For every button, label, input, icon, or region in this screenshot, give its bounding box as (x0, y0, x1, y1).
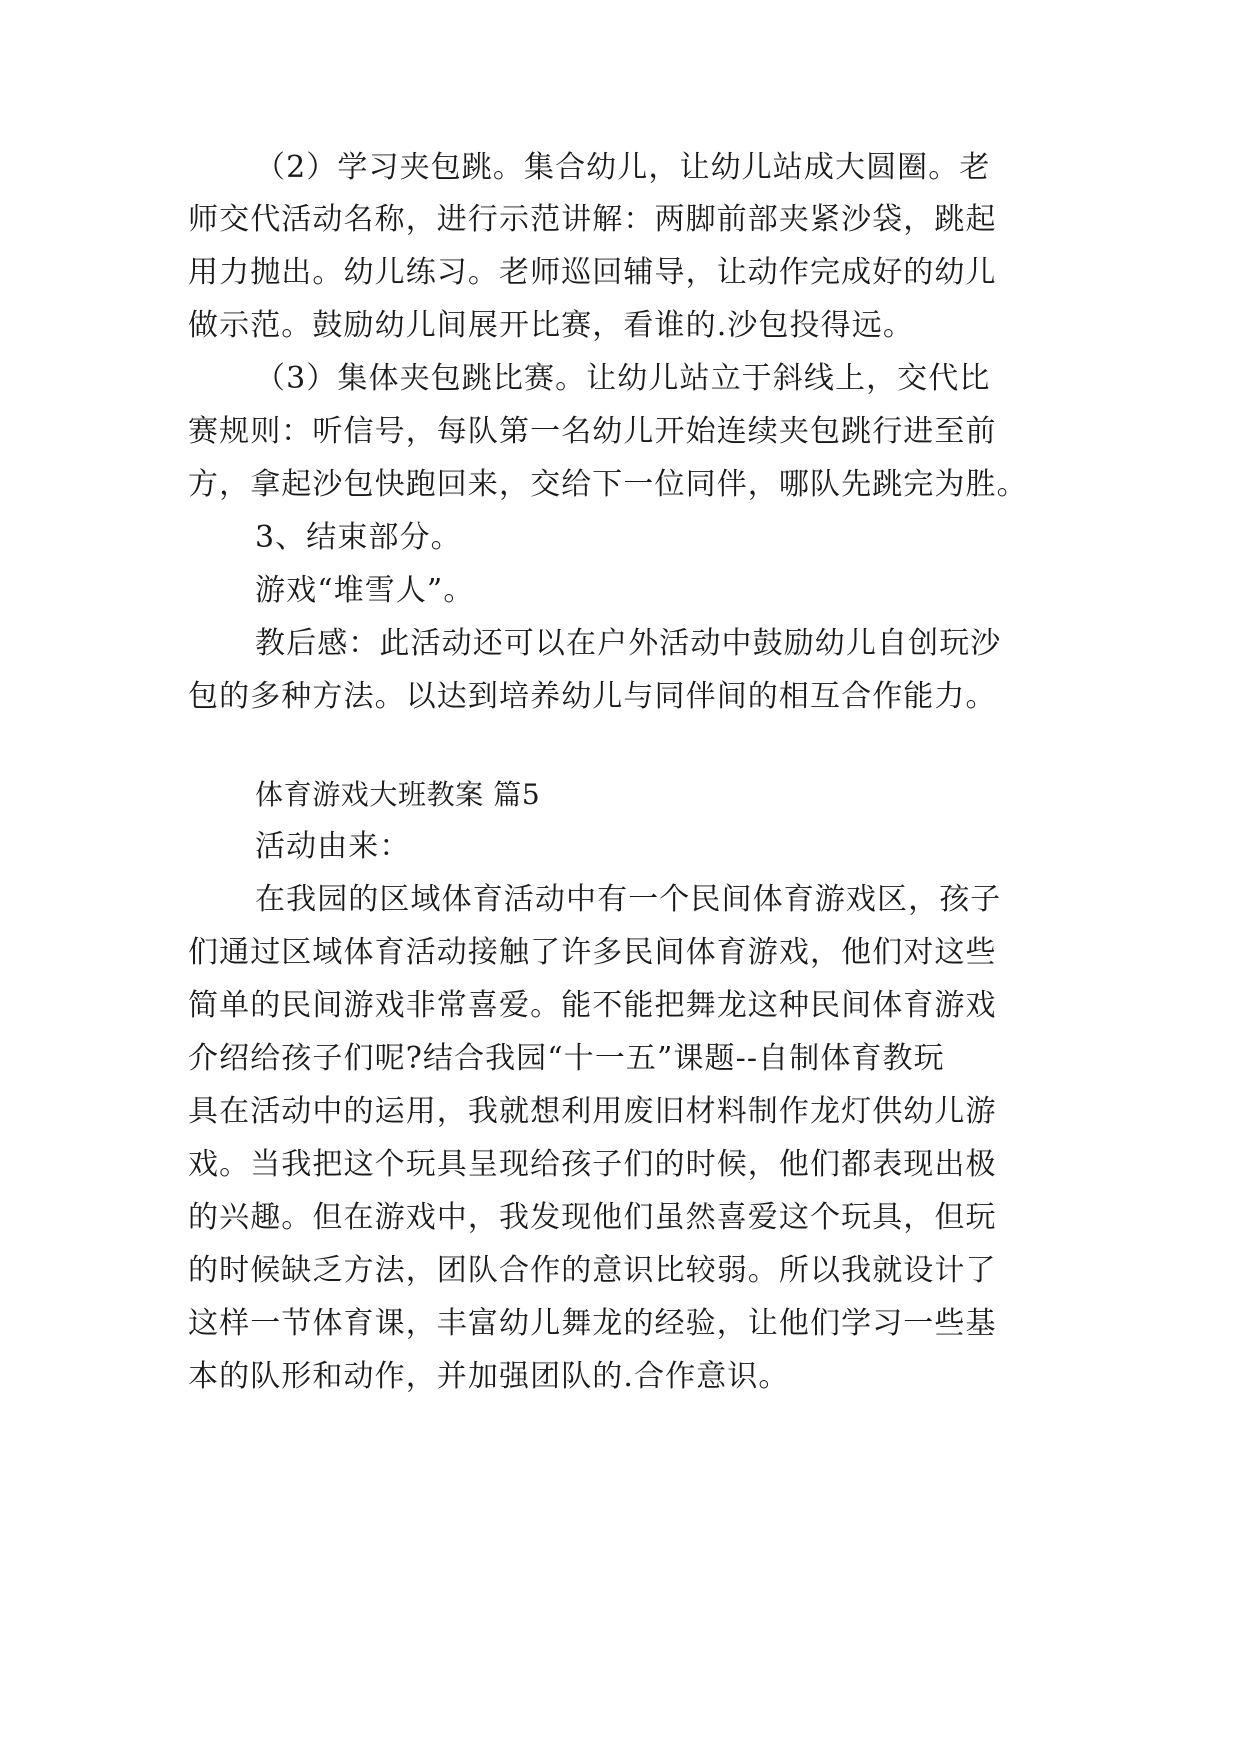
paragraph-line: 用力抛出。幼儿练习。老师巡回辅导，让动作完成好的幼儿 (188, 255, 997, 290)
section-title: 体育游戏大班教案 篇5 (255, 778, 541, 811)
paragraph-line: 的兴趣。但在游戏中，我发现他们虽然喜爱这个玩具，但玩 (188, 1200, 997, 1235)
paragraph-line: 在我园的区域体育活动中有一个民间体育游戏区，孩子 (255, 882, 1002, 917)
paragraph-line: 师交代活动名称，进行示范讲解：两脚前部夹紧沙袋，跳起 (188, 202, 997, 237)
paragraph-line: 游戏“堆雪人”。 (255, 573, 475, 608)
paragraph-line: 们通过区域体育活动接触了许多民间体育游戏，他们对这些 (188, 935, 997, 970)
paragraph-line: 包的多种方法。以达到培养幼儿与同伴间的相互合作能力。 (188, 679, 997, 714)
paragraph-line: 做示范。鼓励幼儿间展开比赛，看谁的.沙包投得远。 (188, 308, 914, 343)
paragraph-line: 赛规则：听信号，每队第一名幼儿开始连续夹包跳行进至前 (188, 414, 997, 449)
paragraph-line: 这样一节体育课，丰富幼儿舞龙的经验，让他们学习一些基 (188, 1306, 997, 1341)
section-heading: 3、结束部分。 (255, 520, 462, 555)
paragraph-line: 本的队形和动作，并加强团队的.合作意识。 (188, 1359, 790, 1394)
paragraph-line: 方，拿起沙包快跑回来，交给下一位同伴，哪队先跳完为胜。 (188, 467, 1028, 502)
subheading: 活动由来： (255, 829, 411, 864)
paragraph-line: （3）集体夹包跳比赛。让幼儿站立于斜线上，交代比 (255, 361, 991, 396)
paragraph-line: （2）学习夹包跳。集合幼儿，让幼儿站成大圆圈。老 (255, 150, 991, 185)
paragraph-line: 的时候缺乏方法，团队合作的意识比较弱。所以我就设计了 (188, 1253, 997, 1288)
paragraph-line: 简单的民间游戏非常喜爱。能不能把舞龙这种民间体育游戏 (188, 988, 997, 1023)
paragraph-line: 具在活动中的运用，我就想利用废旧材料制作龙灯供幼儿游 (188, 1094, 997, 1129)
paragraph-line: 介绍给孩子们呢?结合我园“十一五”课题--自制体育教玩 (188, 1041, 945, 1076)
paragraph-line: 教后感：此活动还可以在户外活动中鼓励幼儿自创玩沙 (255, 626, 1002, 661)
paragraph-line: 戏。当我把这个玩具呈现给孩子们的时候，他们都表现出极 (188, 1147, 997, 1182)
